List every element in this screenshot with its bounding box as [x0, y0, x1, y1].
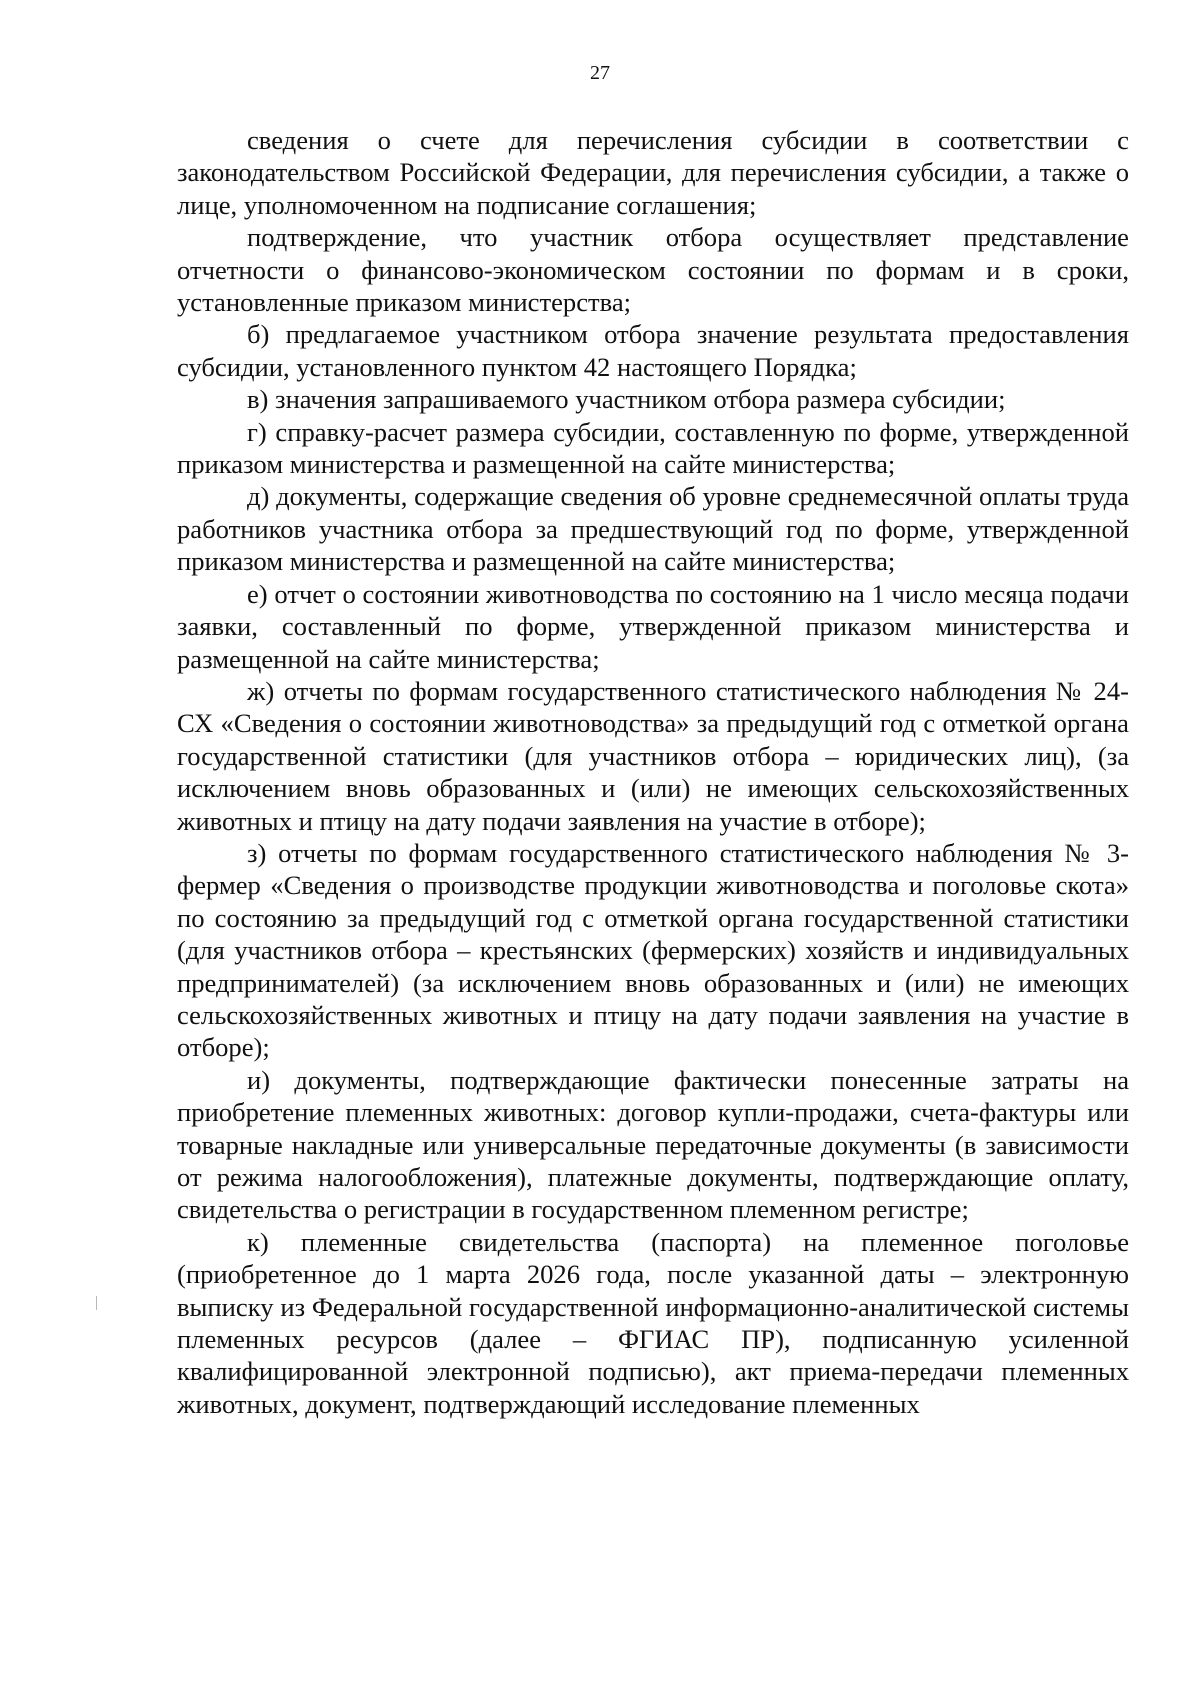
- paragraph-item-i: и) документы, подтверждающие фактически понесенные затраты на приобретение племенных животных: договор купли-продажи, счета-фактуры или товарные накладные или универсальные передаточные документы (в зависимости от режима налогообложения), платежные документы, подтверждающие оплату, свидетельства о регистрации в государственном племенном регистре;: [177, 1064, 1129, 1225]
- page-number: 27: [590, 62, 610, 84]
- document-body: [177, 124, 1129, 1420]
- paragraph-item-g: г) справку-расчет размера субсидии, составленную по форме, утвержденной приказом министерства и размещенной на сайте министерства;: [177, 416, 1129, 480]
- paragraph-item-b: б) предлагаемое участником отбора значение результата предоставления субсидии, установленного пунктом 42 настоящего Порядка;: [177, 319, 1129, 382]
- paragraph-account-details: сведения о счете для перечисления субсидии в соответствии с законодательством Российской Федерации, для перечисления субсидии, а также о лице, уполномоченном на подписание соглашения;: [177, 125, 1129, 220]
- paragraph-reporting-confirmation: подтверждение, что участник отбора осуществляет представление отчетности о финансово-экономическом состоянии по формам и в сроки, установленные приказом министерства;: [177, 222, 1129, 318]
- paragraph-item-d: д) документы, содержащие сведения об уровне среднемесячной оплаты труда работников участника отбора за предшествующий год по форме, утвержденной приказом министерства и размещенной на сайте министерства;: [177, 481, 1129, 577]
- paragraph-item-e: е) отчет о состоянии животноводства по состоянию на 1 число месяца подачи заявки, составленный по форме, утвержденной приказом министерства и размещенной на сайте министерства;: [177, 578, 1129, 674]
- paragraph-item-k: к) племенные свидетельства (паспорта) на племенное поголовье (приобретенное до 1 марта 2026 года, после указанной даты – электронную выписку из Федеральной государственной информационно-аналитической системы племенных ресурсов (далее – ФГИАС ПР), подписанную усиленной квалифицированной электронной подписью), акт приема-передачи племенных животных, документ, подтверждающий исследование племенных: [177, 1226, 1129, 1419]
- paragraph-item-zh: ж) отчеты по формам государственного статистического наблюдения № 24-СХ «Сведения о состоянии животноводства» за предыдущий год с отметкой органа государственной статистики (для участников отбора – юридических лиц), (за исключением вновь образованных и (или) не имеющих сельскохозяйственных животных и птицу на дату подачи заявления на участие в отборе);: [177, 675, 1129, 836]
- paragraph-item-v: в) значения запрашиваемого участником отбора размера субсидии;: [247, 384, 1006, 415]
- scan-artifact: [96, 1296, 97, 1310]
- paragraph-item-z: з) отчеты по формам государственного статистического наблюдения № 3-фермер «Сведения о производстве продукции животноводства и поголовье скота» по состоянию за предыдущий год с отметкой органа государственной статистики (для участников отбора – крестьянских (фермерских) хозяйств и индивидуальных предпринимателей) (за исключением вновь образованных и (или) не имеющих сельскохозяйственных животных и птицу на дату подачи заявления на участие в отборе);: [177, 837, 1129, 1063]
